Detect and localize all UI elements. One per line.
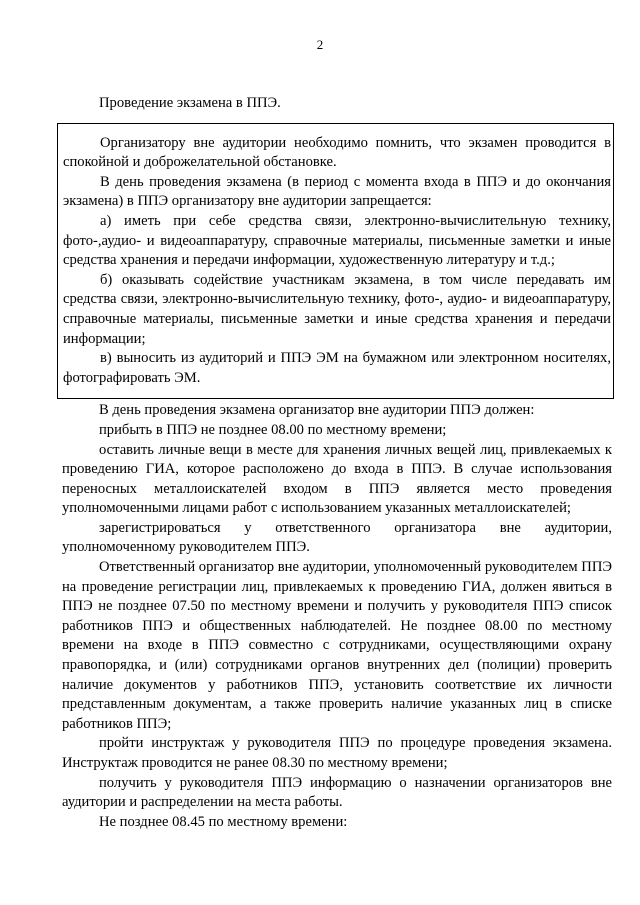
page-content: [62, 94, 612, 832]
page-number: 2: [316, 37, 324, 52]
notice-paragraph: В день проведения экзамена (в период с момента входа в ППЭ и до окончания экзамена) в ППЭ организатору вне аудитории запрещается:: [63, 173, 611, 210]
body-paragraph: Ответственный организатор вне аудитории, уполномоченный руководителем ППЭ на проведение регистрации лиц, привлекаемых к проведению ГИА, должен явиться в ППЭ не позднее 07.50 по местному времени и получить у руководителя ППЭ список работников ППЭ и общественных наблюдателей. Не позднее 08.00 по местному времени на входе в ППЭ совместно с сотрудниками, осуществляющими охрану правопорядка, и (или) сотрудниками органов внутренних дел (полиции) проверить наличие документов у работников ППЭ, установить соответствие их личности представленным документам, а также проверить наличие указанных лиц в списке работников ППЭ;: [62, 559, 612, 732]
body-paragraph: пройти инструктаж у руководителя ППЭ по процедуре проведения экзамена. Инструктаж проводится не ранее 08.30 по местному времени;: [62, 735, 612, 771]
body-text: [62, 401, 612, 832]
notice-paragraph: Организатору вне аудитории необходимо помнить, что экзамен проводится в спокойной и доброжелательной обстановке.: [63, 134, 611, 171]
notice-paragraph: а) иметь при себе средства связи, электронно-вычислительную технику, фото-,аудио- и видеоаппаратуру, справочные материалы, письменные заметки и иные средства хранения и передачи информации, художественную литературу и т.д.;: [63, 212, 611, 269]
notice-paragraph: б) оказывать содействие участникам экзамена, в том числе передавать им средства связи, электронно-вычислительную технику, фото-, аудио- и видеоаппаратуру, справочные материалы, письменные заметки и иные средства хранения и передачи информации;: [63, 271, 611, 347]
body-paragraph: оставить личные вещи в месте для хранения личных вещей лиц, привлекаемых к проведению ГИА, которое расположено до входа в ППЭ. В случае использования переносных металлоискателей входом в ППЭ является место проведения уполномоченными лицами работ с использованием указанных металлоискателей;: [62, 441, 612, 517]
body-paragraph: В день проведения экзамена организатор вне аудитории ППЭ должен:: [99, 402, 535, 419]
body-paragraph: зарегистрироваться у ответственного организатора вне аудитории, уполномоченному руководителем ППЭ.: [62, 519, 612, 556]
section-title: Проведение экзамена в ППЭ.: [99, 95, 281, 111]
body-paragraph: прибыть в ППЭ не позднее 08.00 по местному времени;: [99, 421, 447, 438]
body-paragraph: Не позднее 08.45 по местному времени:: [99, 813, 348, 830]
body-paragraph: получить у руководителя ППЭ информацию о назначении организаторов вне аудитории и распределении на места работы.: [62, 774, 612, 811]
notice-box: [57, 123, 614, 400]
notice-paragraph: в) выносить из аудиторий и ППЭ ЭМ на бумажном или электронном носителях, фотографировать ЭМ.: [63, 350, 611, 386]
